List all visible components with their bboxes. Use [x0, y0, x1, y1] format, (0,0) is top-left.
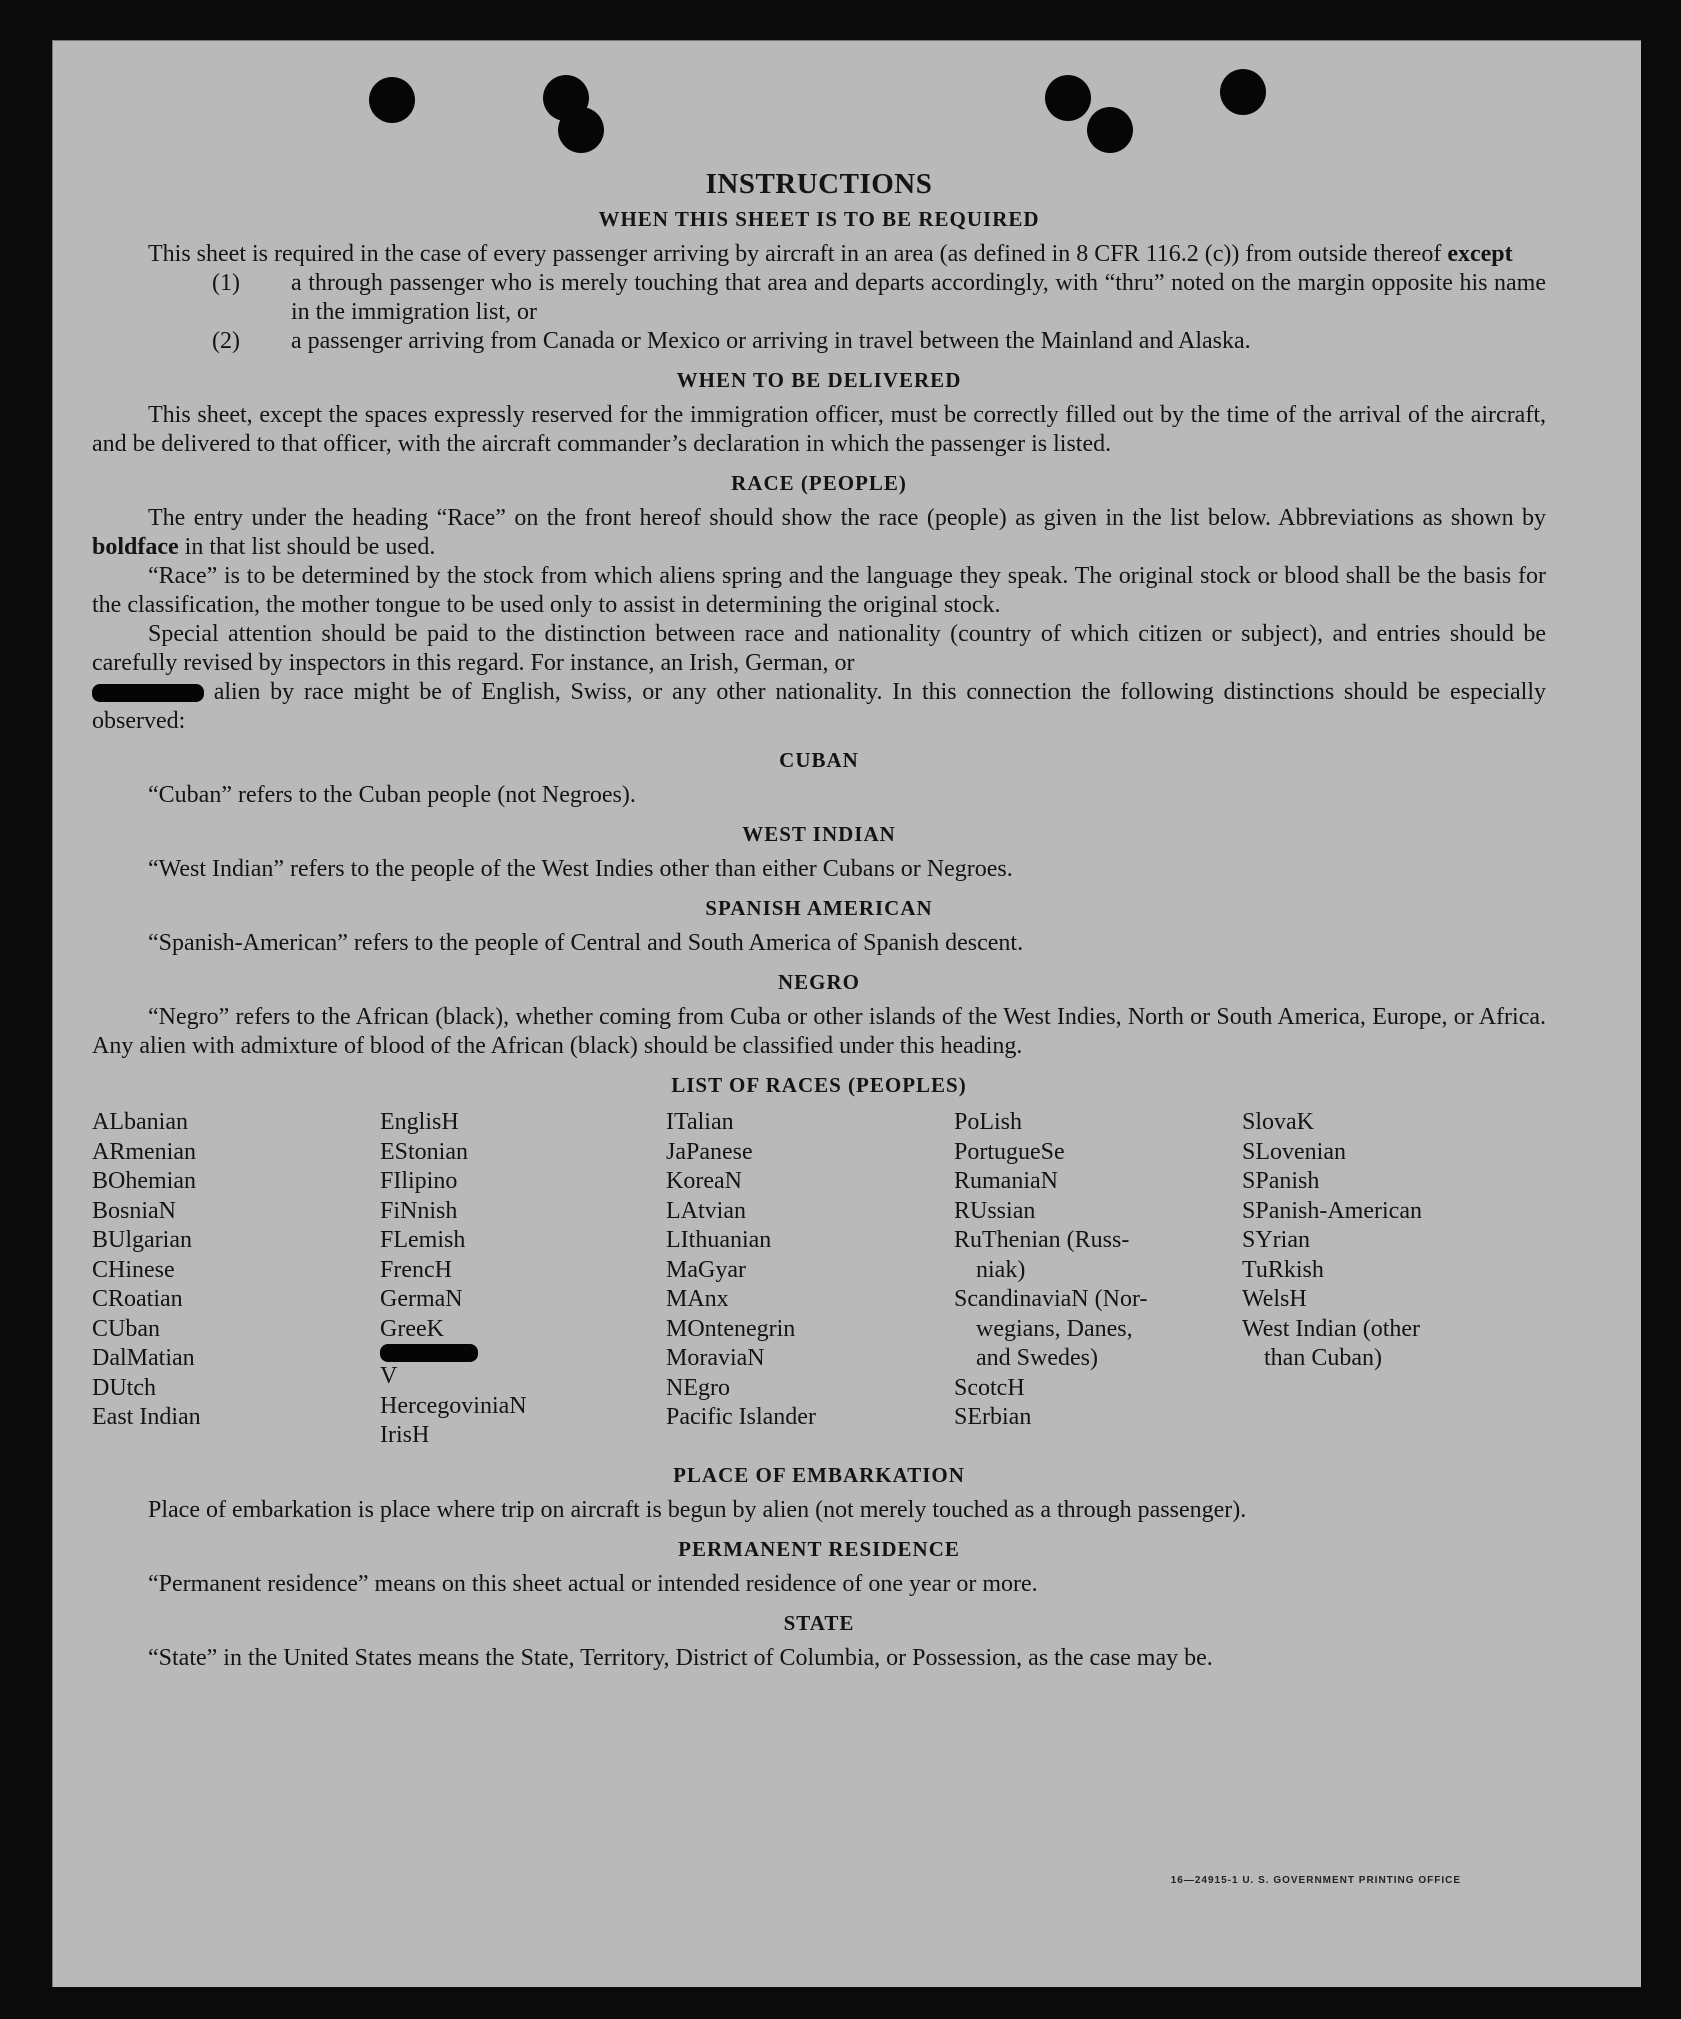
race-item — [380, 1344, 666, 1392]
race-item: ALbanian — [92, 1109, 188, 1135]
redaction-mark — [380, 1344, 478, 1362]
paragraph: “Cuban” refers to the Cuban people (not Negroes). — [148, 782, 636, 808]
race-item: NEgro — [666, 1374, 730, 1401]
section-heading: LIST OF RACES (PEOPLES) — [671, 1073, 967, 1097]
bold-text: except — [1447, 241, 1513, 267]
paragraph: “State” in the United States means the State, Territory, District of Columbia, or Possession, as the case may be. — [148, 1644, 1213, 1671]
race-item: SlovaK — [1242, 1109, 1314, 1135]
race-item: EStonian — [380, 1138, 468, 1165]
race-item: than Cuban) — [1264, 1345, 1382, 1371]
paragraph-text: This sheet is required in the case of every passenger arriving by aircraft in an area (as defined in 8 CFR 116.2 (c)) from outside thereof — [148, 241, 1448, 267]
race-item: ScandinaviaN (Nor- — [954, 1286, 1148, 1312]
race-item: niak) — [976, 1256, 1026, 1283]
race-item: MOntenegrin — [666, 1315, 796, 1342]
section-heading: CUBAN — [779, 748, 859, 772]
item-text: a through passenger who is merely touching that area and departs accordingly, with “thru” noted on the margin opposite his name in the immigration list, or — [291, 270, 1546, 325]
race-item: West Indian (other — [1242, 1315, 1421, 1342]
race-item: CRoatian — [92, 1286, 183, 1312]
race-item: SPanish-American — [1242, 1197, 1422, 1224]
race-item: CUban — [92, 1315, 160, 1342]
section-heading: WEST INDIAN — [742, 822, 896, 846]
paragraph: “West Indian” refers to the people of the West Indies other than either Cubans or Negroes. — [148, 856, 1013, 882]
race-item: CHinese — [92, 1256, 175, 1283]
paragraph: “Race” is to be determined by the stock from which aliens spring and the language they speak. The original stock or blood shall be the basis for the classification, the mother tongue to be used only to assist in determining the original stock. — [92, 563, 1546, 618]
section-heading: NEGRO — [777, 970, 860, 994]
race-item: WelsH — [1242, 1286, 1307, 1312]
race-item: LAtvian — [666, 1197, 746, 1224]
race-item: PortugueSe — [954, 1138, 1065, 1165]
punch-hole — [1087, 107, 1133, 153]
race-item: SYrian — [1242, 1227, 1310, 1253]
race-item: FIlipino — [380, 1168, 458, 1194]
paragraph: Special attention should be paid to the distinction between race and nationality (country of which citizen or subject), and entries should be carefully revised by inspectors in this regard. For instance, an Irish, German, or — [92, 621, 1546, 676]
punch-hole — [369, 77, 415, 123]
race-item: RuThenian (Russ- — [954, 1227, 1130, 1253]
punch-hole — [1045, 75, 1091, 121]
race-item: GreeK — [380, 1315, 444, 1342]
race-item: GermaN — [380, 1286, 463, 1312]
race-item-suffix: V — [380, 1363, 398, 1389]
race-item: DalMatian — [92, 1345, 195, 1371]
race-item: Pacific Islander — [666, 1404, 816, 1430]
paragraph: Place of embarkation is place where trip on aircraft is begun by alien (not merely touched as a through passenger). — [148, 1496, 1247, 1523]
paragraph: This sheet, except the spaces expressly reserved for the immigration officer, must be correctly filled out by the time of the arrival of the aircraft, and be delivered to that officer, with the aircraft commander’s declaration in which the passenger is listed. — [92, 402, 1546, 457]
race-list — [92, 1108, 1546, 1451]
punch-hole — [558, 107, 604, 153]
item-number: (1) — [212, 270, 240, 296]
paragraph — [92, 240, 1546, 269]
paragraph: “Permanent residence” means on this sheet actual or intended residence of one year or more. — [148, 1570, 1038, 1597]
paragraph-text: The entry under the heading “Race” on the front hereof should show the race (people) as given in the list below. Abbreviations as shown by — [148, 505, 1546, 531]
list-item — [92, 327, 1546, 356]
printer-imprint: 16—24915-1 U. S. GOVERNMENT PRINTING OFFICE — [1170, 1875, 1461, 1886]
race-item: HercegoviniaN — [380, 1392, 527, 1419]
race-item: TuRkish — [1242, 1256, 1324, 1283]
section-heading: RACE (PEOPLE) — [731, 471, 907, 495]
race-item: MaGyar — [666, 1256, 746, 1283]
race-item: FLemish — [380, 1227, 466, 1253]
race-column — [1242, 1108, 1542, 1451]
race-item: BosniaN — [92, 1197, 176, 1224]
paragraph-text: alien by race might be of English, Swiss, or any other nationality. In this connection the following distinctions should be especially observed: — [92, 679, 1546, 734]
race-item: MAnx — [666, 1286, 729, 1312]
race-column — [954, 1108, 1242, 1451]
paragraph — [92, 504, 1546, 562]
paragraph-text: in that list should be used. — [178, 534, 436, 560]
race-item: PoLish — [954, 1109, 1023, 1135]
bold-text: boldface — [92, 534, 179, 560]
section-heading: WHEN TO BE DELIVERED — [676, 368, 962, 392]
paragraph — [92, 678, 1546, 736]
race-item: KoreaN — [666, 1168, 742, 1194]
section-heading: WHEN THIS SHEET IS TO BE REQUIRED — [598, 207, 1040, 231]
race-item: wegians, Danes, — [976, 1315, 1133, 1342]
section-heading: SPANISH AMERICAN — [705, 896, 933, 920]
race-item: SLovenian — [1242, 1138, 1346, 1165]
race-item: BOhemian — [92, 1168, 196, 1194]
race-item: FiNnish — [380, 1197, 458, 1224]
race-column — [92, 1108, 380, 1451]
race-item: MoraviaN — [666, 1345, 765, 1371]
race-item: ScotcH — [954, 1374, 1025, 1401]
race-item: East Indian — [92, 1404, 201, 1430]
item-number: (2) — [212, 328, 240, 354]
section-heading: PLACE OF EMBARKATION — [673, 1462, 965, 1487]
race-item: RUssian — [954, 1197, 1036, 1224]
page-title: INSTRUCTIONS — [705, 168, 933, 200]
instructions-content — [92, 168, 1546, 1673]
race-item: RumaniaN — [954, 1168, 1058, 1194]
list-item — [92, 269, 1546, 327]
paragraph: “Negro” refers to the African (black), whether coming from Cuba or other islands of the West Indies, North or South America, Europe, or Africa. Any alien with admixture of blood of the African (black) should be classified under this heading. — [92, 1004, 1546, 1059]
race-item: DUtch — [92, 1374, 156, 1401]
race-item: ITalian — [666, 1109, 734, 1135]
race-item: IrisH — [380, 1422, 430, 1448]
race-item: FrencH — [380, 1256, 452, 1283]
paragraph: “Spanish-American” refers to the people of Central and South America of Spanish descent. — [148, 930, 1024, 956]
race-column — [666, 1108, 954, 1451]
race-item: LIthuanian — [666, 1227, 772, 1253]
race-item: JaPanese — [666, 1138, 753, 1165]
race-item: BUlgarian — [92, 1227, 192, 1253]
redaction-mark — [92, 684, 204, 702]
item-text: a passenger arriving from Canada or Mexico or arriving in travel between the Mainland and Alaska. — [291, 328, 1251, 354]
section-heading: PERMANENT RESIDENCE — [678, 1536, 960, 1561]
punch-hole — [1220, 69, 1266, 115]
race-item: and Swedes) — [976, 1345, 1098, 1371]
document-sheet — [52, 40, 1641, 1987]
race-item: SErbian — [954, 1404, 1032, 1430]
section-heading: STATE — [783, 1610, 855, 1635]
race-item: EnglisH — [380, 1109, 459, 1135]
race-item: ARmenian — [92, 1138, 196, 1165]
race-column — [380, 1108, 666, 1451]
race-item: SPanish — [1242, 1168, 1320, 1194]
